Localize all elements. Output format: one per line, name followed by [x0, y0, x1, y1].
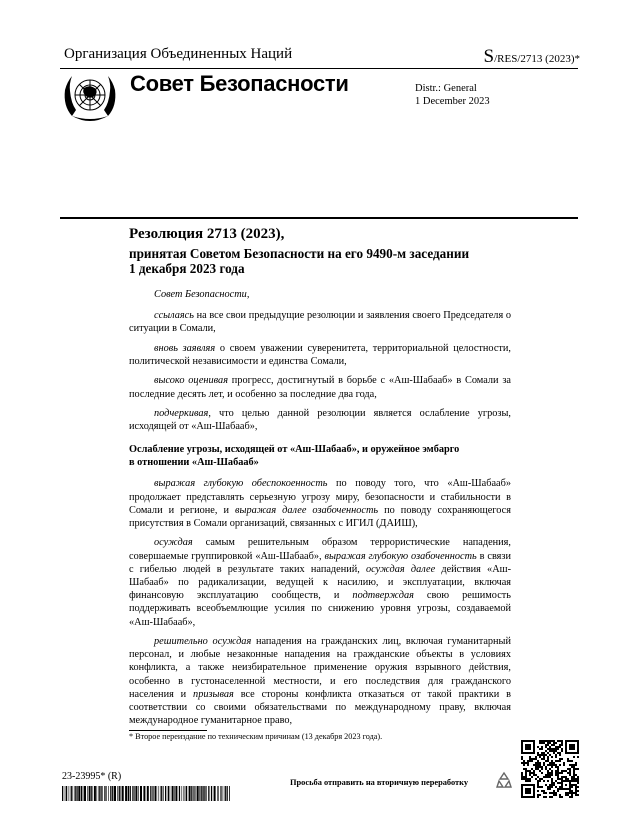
symbol-letter: S [483, 46, 495, 67]
section-heading: Ослабление угрозы, исходящей от «Аш-Шабааб», и оружейное эмбарго в отношении «Аш-Шабааб» [129, 444, 460, 469]
resolution-title: Резолюция 2713 (2023), [129, 226, 285, 242]
preamble-paragraph: подчеркивая, что целью данной резолюции является ослабление угрозы, исходящей от «Аш-Шабааб», [129, 407, 511, 433]
preamble-paragraph: высоко оценивая прогресс, достигнутый в борьбе с «Аш-Шабааб» в Сомали за последние десять лет, и особенно за последние два года, [129, 375, 511, 400]
preamble-paragraph: выражая глубокую обеспокоенность по поводу того, что «Аш-Шабааб» продолжает представлять серьезную угрозу миру, безопасности и стабильности в Сомали и регионе, и выражая далее озабоченность по поводу сохраняющегося присутствия в Сомали организаций, связанных с ИГИЛ (ДАИШ), [129, 478, 512, 529]
council-name: Совет Безопасности [130, 71, 349, 96]
preamble-paragraph: осуждая самым решительным образом террористические нападения, совершаемые группировкой «Аш-Шабааб», выражая глубокую озабоченность в связи с гибелью людей в результате таких нападений, осуждая далее действия «Аш-Шабааб» по радикализации, ведущей к насилию, и эксплуатации, включая финансовую эксплуатацию сообществ, и подтверждая свою решимость поддерживать всеобъемлющие усилия по снижению уровня угрозы, создаваемой «Аш-Шабааб», [129, 537, 511, 628]
document-number: 23-23995* (R) [62, 771, 122, 782]
symbol-rest: /RES/2713 (2023)* [494, 53, 580, 65]
distribution-status: Distr.: General [415, 83, 477, 94]
adoption-info [129, 246, 529, 276]
document-date: 1 December 2023 [415, 96, 490, 107]
footnote-rule [129, 730, 207, 731]
opening-line: Совет Безопасности, [154, 289, 250, 300]
recycle-icon [496, 771, 512, 789]
title-rule [60, 217, 578, 219]
resolution-body [129, 288, 511, 734]
recycle-notice: Просьба отправить на вторичную переработку [290, 778, 469, 787]
barcode-icon [62, 786, 230, 801]
organization-name: Организация Объединенных Наций [64, 46, 293, 62]
top-rule [60, 68, 578, 69]
un-emblem-icon [60, 70, 120, 126]
qr-code-icon [521, 740, 579, 798]
adoption-line-2: 1 декабря 2023 года [129, 261, 245, 276]
preamble-paragraph: ссылаясь на все свои предыдущие резолюции и заявления своего Председателя о ситуации в Сомали, [129, 310, 511, 335]
distribution-info [415, 82, 490, 108]
adoption-line-1: принятая Советом Безопасности на его 9490-м заседании [129, 246, 470, 261]
footnote: * Второе переиздание по техническим причинам (13 декабря 2023 года). [129, 732, 383, 741]
preamble-paragraph: решительно осуждая нападения на гражданских лиц, включая гуманитарный персонал, и любые незаконные нападения на гражданские объекты в условиях конфликта, а также неизбирательное применение оружия взрывного действия, особенно в густонаселенной местности, и его последствия для гражданского населения и призывая все стороны конфликта отказаться от такой практики в соответствии со своими обязательствами по международному праву, включая международное гуманитарное право, [129, 636, 511, 727]
preamble-paragraph: вновь заявляя о своем уважении суверенитета, территориальной целостности, политической независимости и единства Сомали, [129, 342, 511, 367]
document-symbol [484, 46, 580, 68]
